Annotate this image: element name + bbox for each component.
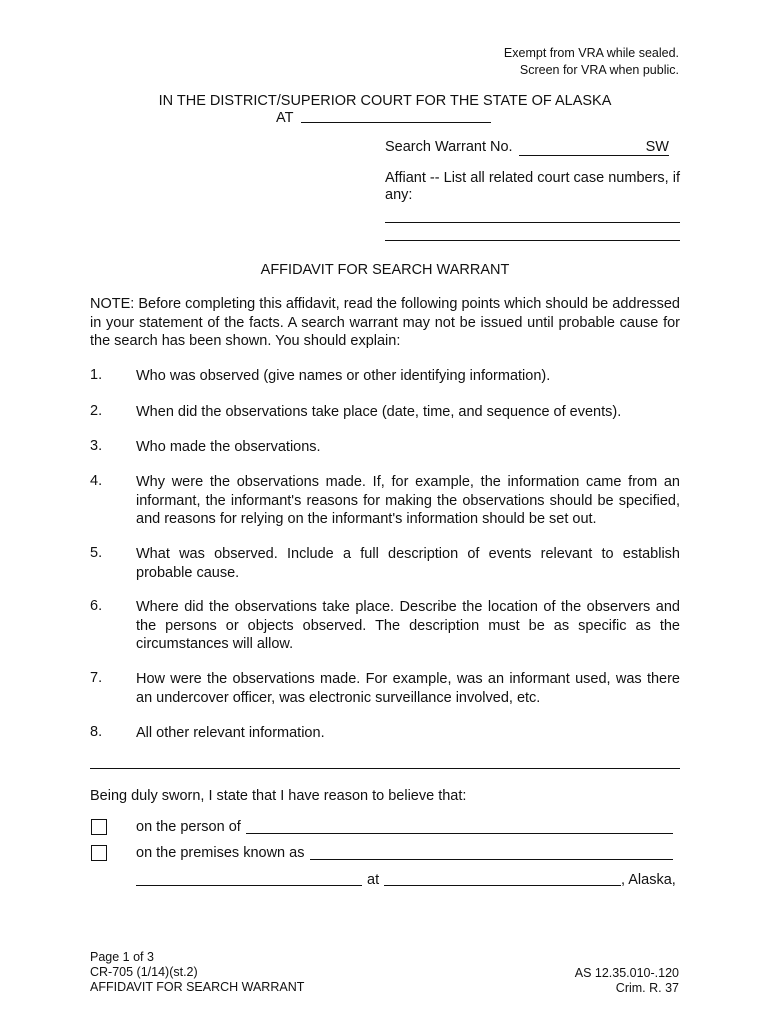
- search-warrant-number: [385, 139, 680, 156]
- sworn-statement: Being duly sworn, I state that I have reason to believe that:: [90, 788, 467, 804]
- search-warrant-suffix: SW: [645, 139, 669, 155]
- item-text: Who was observed (give names or other identifying information).: [136, 368, 551, 384]
- statute-reference: AS 12.35.010-.120: [574, 966, 679, 980]
- item-number: 4.: [90, 473, 103, 489]
- vra-notice: [504, 45, 679, 79]
- search-warrant-label: Search Warrant No.: [385, 139, 513, 155]
- document-title: AFFIDAVIT FOR SEARCH WARRANT: [260, 262, 510, 278]
- item-number: 2.: [90, 403, 103, 419]
- court-at-label: AT: [276, 110, 294, 126]
- item-text: When did the observations take place (date, time, and sequence of events).: [136, 404, 622, 420]
- footer-right: [575, 966, 679, 996]
- item-number: 1.: [90, 367, 103, 383]
- court-title: IN THE DISTRICT/SUPERIOR COURT FOR THE STATE OF ALASKA: [158, 93, 612, 109]
- premises-option-label: on the premises known as: [136, 845, 305, 861]
- case-number-field-2[interactable]: [385, 240, 680, 241]
- item-text: All other relevant information.: [136, 725, 325, 741]
- item-text: What was observed. Include a full description of events relevant to establish probable cause.: [136, 546, 680, 581]
- premises-city-field[interactable]: [384, 885, 621, 886]
- court-location-field[interactable]: [301, 122, 491, 123]
- item-number: 7.: [90, 670, 103, 686]
- vra-line-sealed: Exempt from VRA while sealed.: [503, 46, 679, 60]
- person-name-field[interactable]: [246, 833, 673, 834]
- premises-checkbox[interactable]: [91, 845, 107, 861]
- instructions-note: NOTE: Before completing this affidavit, read the following points which should be addressed in your statement of the facts. A search warrant may not be issued until probable cause for the search has been shown. You should explain:: [90, 296, 680, 349]
- rule-reference: Crim. R. 37: [615, 981, 679, 995]
- section-divider: [90, 768, 680, 769]
- item-text: Where did the observations take place. Describe the location of the observers and the persons or objects observed. The description must be as specific as the circumstances will allow.: [136, 599, 680, 652]
- case-number-field-1[interactable]: [385, 222, 680, 223]
- vra-line-public: Screen for VRA when public.: [519, 63, 679, 77]
- item-number: 6.: [90, 598, 103, 614]
- premises-at-label: at: [367, 872, 380, 888]
- item-number: 3.: [90, 438, 103, 454]
- search-warrant-number-field[interactable]: [519, 141, 644, 156]
- footer-left: [90, 950, 304, 995]
- person-checkbox[interactable]: [91, 819, 107, 835]
- item-text: Who made the observations.: [136, 439, 321, 455]
- premises-description-field[interactable]: [310, 859, 673, 860]
- form-id: CR-705 (1/14)(st.2): [90, 965, 198, 979]
- item-text: Why were the observations made. If, for example, the information came from an informant, the informant's reasons for making the observations should be specified, and reasons for relying on the informant's information should be set out.: [136, 474, 680, 527]
- form-title: AFFIDAVIT FOR SEARCH WARRANT: [90, 980, 305, 994]
- person-option-label: on the person of: [136, 819, 241, 835]
- item-number: 8.: [90, 724, 103, 740]
- item-text: How were the observations made. For example, was an informant used, was there an undercover officer, was electronic surveillance involved, etc.: [136, 671, 680, 706]
- item-number: 5.: [90, 545, 103, 561]
- alaska-label: , Alaska,: [621, 872, 676, 888]
- page-number: Page 1 of 3: [90, 950, 154, 964]
- premises-address-field[interactable]: [136, 885, 362, 886]
- affiant-case-numbers-label: Affiant -- List all related court case numbers, if any:: [385, 170, 680, 203]
